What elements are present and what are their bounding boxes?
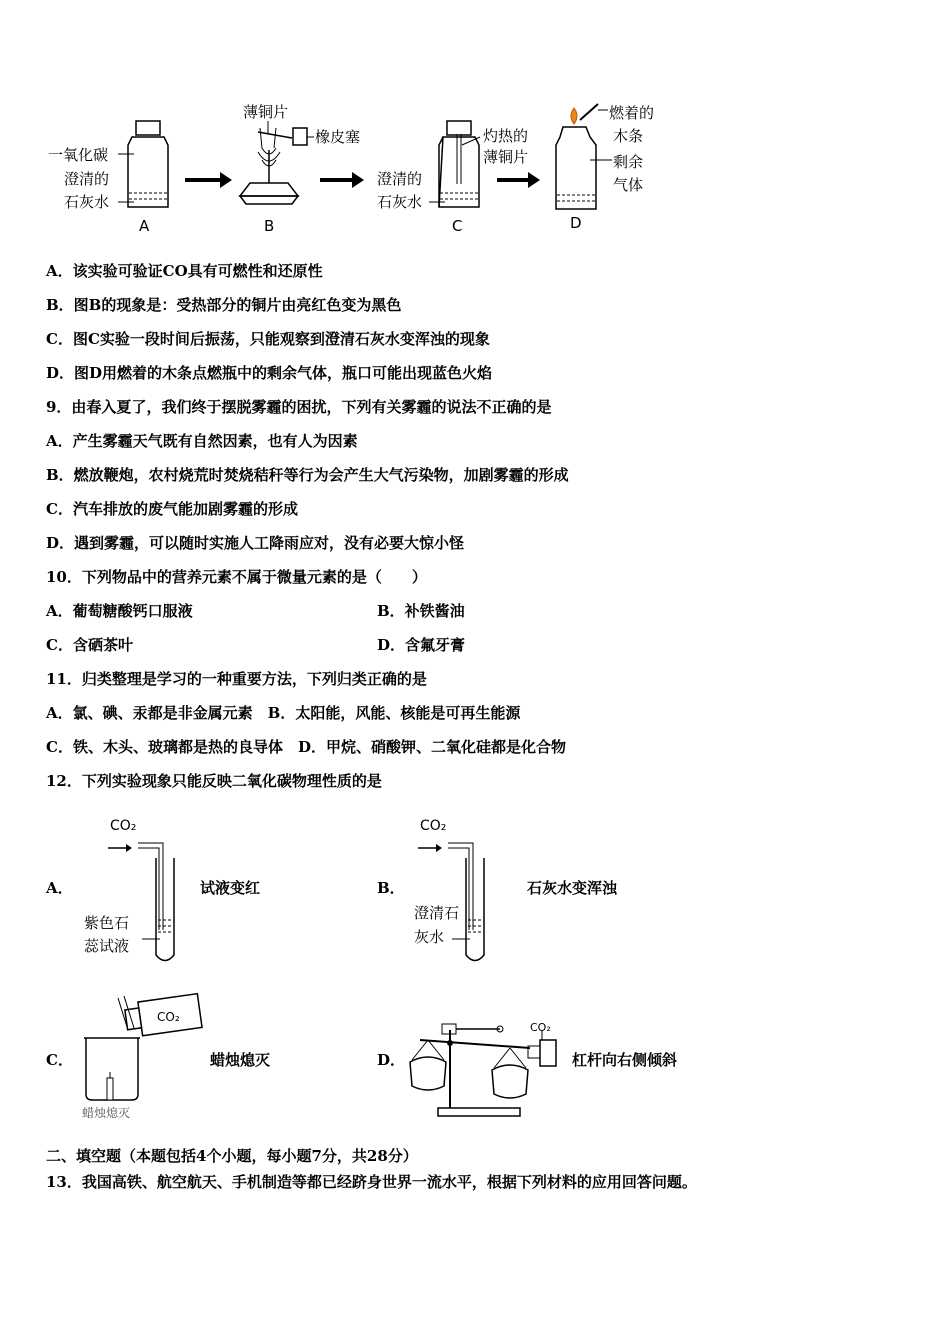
label-co: 一氧化碳 [48, 146, 109, 164]
q9-option-b: B．燃放鞭炮，农村烧荒时焚烧秸秆等行为会产生大气污染物，加剧雾霾的形成 [46, 466, 569, 484]
q12-a-co2: CO₂ [110, 818, 137, 834]
label-remain2: 气体 [613, 176, 644, 194]
label-lime-a2: 石灰水 [64, 193, 110, 211]
label-hot-copper2: 薄铜片 [483, 148, 529, 166]
q8-option-b: B．图B的现象是：受热部分的铜片由亮红色变为黑色 [46, 296, 402, 314]
q12-b-label1: 澄清石 [414, 904, 460, 922]
label-hot-copper1: 灼热的 [483, 127, 529, 145]
q10-option-b: B．补铁酱油 [377, 602, 465, 620]
q11-stem: 11．归类整理是学习的一种重要方法，下列归类正确的是 [46, 670, 427, 688]
q9-option-d: D．遇到雾霾，可以随时实施人工降雨应对，没有必要大惊小怪 [46, 534, 465, 552]
label-b: B [264, 217, 275, 235]
label-remain1: 剩余 [613, 153, 644, 171]
q8-option-d: D．图D用燃着的木条点燃瓶中的剩余气体，瓶口可能出现蓝色火焰 [46, 364, 493, 382]
q12-c-caption: 蜡烛熄灭 [82, 1106, 131, 1120]
q8-option-c: C．图C实验一段时间后振荡，只能观察到澄清石灰水变浑浊的现象 [46, 330, 490, 348]
q12-stem: 12．下列实验现象只能反映二氧化碳物理性质的是 [46, 772, 382, 790]
label-lime-c2: 石灰水 [377, 193, 423, 211]
label-copper: 薄铜片 [243, 103, 289, 121]
label-c: C [452, 217, 463, 235]
label-lime-a1: 澄清的 [64, 170, 110, 188]
q12-b-label2: 灰水 [414, 928, 445, 946]
label-burning1: 燃着的 [609, 104, 655, 122]
q8-option-a: A．该实验可验证CO具有可燃性和还原性 [46, 262, 323, 280]
q12-a-label2: 蕊试液 [84, 937, 130, 955]
q12-d-co2: CO₂ [530, 1021, 551, 1034]
q12-option-d-text: 杠杆向右侧倾斜 [572, 1051, 678, 1069]
q9-option-a: A．产生雾霾天气既有自然因素，也有人为因素 [46, 432, 358, 450]
q12-a-label1: 紫色石 [84, 914, 130, 932]
q12-option-b-letter: B． [377, 879, 405, 897]
q12-option-a-letter: A． [46, 879, 73, 897]
q12-option-c-text: 蜡烛熄灭 [210, 1051, 271, 1069]
q11-options-line2: C．铁、木头、玻璃都是热的良导体 D．甲烷、硝酸钾、二氧化硅都是化合物 [46, 738, 566, 756]
q13-stem: 13．我国高铁、航空航天、手机制造等都已经跻身世界一流水平，根据下列材料的应用回答问题。 [46, 1173, 697, 1191]
q11-options-line1: A．氯、碘、汞都是非金属元素 B．太阳能，风能、核能是可再生能源 [46, 704, 521, 722]
q12-option-d-letter: D． [377, 1051, 406, 1069]
section2-heading: 二、填空题（本题包括4个小题，每小题7分，共28分） [46, 1147, 418, 1165]
q10-option-c: C．含硒茶叶 [46, 636, 133, 654]
label-a: A [139, 217, 150, 235]
q9-option-c: C．汽车排放的废气能加剧雾霾的形成 [46, 500, 298, 518]
q9-stem: 9．由春入夏了，我们终于摆脱雾霾的困扰，下列有关雾霾的说法不正确的是 [46, 398, 552, 416]
q12-b-co2: CO₂ [420, 818, 447, 834]
q12-option-c-letter: C． [46, 1051, 73, 1069]
q10-option-a: A．葡萄糖酸钙口服液 [46, 602, 193, 620]
label-burning2: 木条 [613, 127, 644, 145]
label-d: D [570, 214, 582, 232]
q10-option-d: D．含氟牙膏 [377, 636, 466, 654]
q12-c-co2: CO₂ [157, 1010, 180, 1024]
q12-option-a-text: 试液变红 [200, 879, 261, 897]
label-lime-c1: 澄清的 [377, 170, 423, 188]
label-stopper: 橡皮塞 [315, 128, 361, 146]
q12-option-b-text: 石灰水变浑浊 [527, 879, 618, 897]
q10-stem: 10．下列物品中的营养元素不属于微量元素的是（ ） [46, 568, 427, 586]
